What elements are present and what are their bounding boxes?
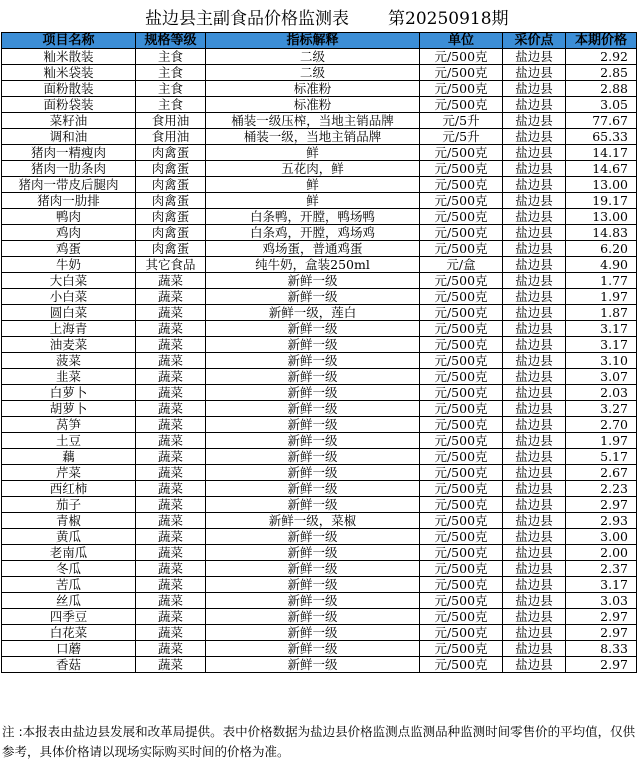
- table-row: [2, 529, 637, 545]
- cell-item-name: 西红柿: [2, 481, 136, 497]
- cell-price-point: 盐边县: [503, 321, 566, 337]
- cell-indicator: 新鲜一级，莲白: [206, 305, 420, 321]
- cell-unit: 元/500克: [420, 225, 503, 241]
- cell-price: 19.17: [566, 193, 637, 209]
- cell-price-point: 盐边县: [503, 209, 566, 225]
- cell-unit: 元/500克: [420, 481, 503, 497]
- cell-price: 5.17: [566, 449, 637, 465]
- header-indicator: 指标解释: [206, 33, 420, 49]
- cell-indicator: 二级: [206, 65, 420, 81]
- cell-unit: 元/500克: [420, 497, 503, 513]
- cell-unit: 元/500克: [420, 49, 503, 65]
- cell-price-point: 盐边县: [503, 657, 566, 673]
- cell-unit: 元/500克: [420, 433, 503, 449]
- table-row: [2, 225, 637, 241]
- table-row: [2, 273, 637, 289]
- table-row: [2, 49, 637, 65]
- cell-indicator: 新鲜一级: [206, 321, 420, 337]
- cell-unit: 元/500克: [420, 193, 503, 209]
- cell-unit: 元/500克: [420, 241, 503, 257]
- cell-unit: 元/盒: [420, 257, 503, 273]
- cell-price: 1.77: [566, 273, 637, 289]
- header-item-name: 项目名称: [2, 33, 136, 49]
- cell-grade: 主食: [136, 65, 206, 81]
- cell-indicator: 纯牛奶，盒装250ml: [206, 257, 420, 273]
- cell-item-name: 胡萝卜: [2, 401, 136, 417]
- cell-price-point: 盐边县: [503, 417, 566, 433]
- table-row: [2, 417, 637, 433]
- cell-item-name: 圆白菜: [2, 305, 136, 321]
- cell-price: 3.17: [566, 577, 637, 593]
- cell-item-name: 香菇: [2, 657, 136, 673]
- cell-grade: 蔬菜: [136, 561, 206, 577]
- cell-grade: 肉禽蛋: [136, 209, 206, 225]
- cell-price-point: 盐边县: [503, 225, 566, 241]
- cell-grade: 蔬菜: [136, 657, 206, 673]
- cell-price: 2.97: [566, 625, 637, 641]
- cell-item-name: 藕: [2, 449, 136, 465]
- cell-price: 14.17: [566, 145, 637, 161]
- table-row: [2, 113, 637, 129]
- cell-indicator: 新鲜一级: [206, 657, 420, 673]
- cell-grade: 其它食品: [136, 257, 206, 273]
- cell-price-point: 盐边县: [503, 145, 566, 161]
- cell-unit: 元/500克: [420, 593, 503, 609]
- cell-price-point: 盐边县: [503, 465, 566, 481]
- cell-item-name: 白萝卜: [2, 385, 136, 401]
- table-title: 盐边县主副食品价格监测表: [145, 9, 349, 29]
- cell-grade: 蔬菜: [136, 609, 206, 625]
- cell-price: 65.33: [566, 129, 637, 145]
- cell-indicator: 新鲜一级: [206, 481, 420, 497]
- cell-indicator: 新鲜一级: [206, 385, 420, 401]
- cell-item-name: 面粉散装: [2, 81, 136, 97]
- cell-price: 2.92: [566, 49, 637, 65]
- table-row: [2, 257, 637, 273]
- table-row: [2, 129, 637, 145]
- cell-grade: 主食: [136, 81, 206, 97]
- cell-price-point: 盐边县: [503, 193, 566, 209]
- cell-price-point: 盐边县: [503, 497, 566, 513]
- cell-indicator: 鲜: [206, 193, 420, 209]
- cell-unit: 元/500克: [420, 65, 503, 81]
- cell-grade: 蔬菜: [136, 433, 206, 449]
- cell-unit: 元/500克: [420, 545, 503, 561]
- cell-indicator: 鲜: [206, 177, 420, 193]
- cell-grade: 主食: [136, 49, 206, 65]
- cell-grade: 蔬菜: [136, 369, 206, 385]
- cell-price: 14.83: [566, 225, 637, 241]
- cell-price: 77.67: [566, 113, 637, 129]
- table-row: [2, 497, 637, 513]
- cell-indicator: 新鲜一级: [206, 609, 420, 625]
- cell-item-name: 猪肉一肋条肉: [2, 161, 136, 177]
- cell-price-point: 盐边县: [503, 65, 566, 81]
- cell-item-name: 鸭肉: [2, 209, 136, 225]
- header-grade: 规格等级: [136, 33, 206, 49]
- table-row: [2, 577, 637, 593]
- cell-grade: 蔬菜: [136, 641, 206, 657]
- cell-price: 3.05: [566, 97, 637, 113]
- table-row: [2, 641, 637, 657]
- cell-grade: 蔬菜: [136, 273, 206, 289]
- cell-price-point: 盐边县: [503, 161, 566, 177]
- cell-indicator: 新鲜一级: [206, 449, 420, 465]
- table-row: [2, 65, 637, 81]
- price-table: [1, 32, 637, 673]
- cell-price-point: 盐边县: [503, 353, 566, 369]
- cell-grade: 主食: [136, 97, 206, 113]
- cell-grade: 肉禽蛋: [136, 145, 206, 161]
- cell-item-name: 芹菜: [2, 465, 136, 481]
- cell-indicator: 标准粉: [206, 97, 420, 113]
- cell-unit: 元/500克: [420, 513, 503, 529]
- cell-grade: 蔬菜: [136, 577, 206, 593]
- cell-item-name: 面粉袋装: [2, 97, 136, 113]
- cell-price: 1.97: [566, 433, 637, 449]
- cell-grade: 蔬菜: [136, 385, 206, 401]
- cell-item-name: 莴笋: [2, 417, 136, 433]
- table-row: [2, 177, 637, 193]
- cell-grade: 蔬菜: [136, 417, 206, 433]
- cell-item-name: 冬瓜: [2, 561, 136, 577]
- cell-item-name: 口蘑: [2, 641, 136, 657]
- cell-price-point: 盐边县: [503, 545, 566, 561]
- cell-unit: 元/500克: [420, 353, 503, 369]
- cell-indicator: 新鲜一级: [206, 401, 420, 417]
- cell-price: 1.97: [566, 289, 637, 305]
- cell-price: 3.03: [566, 593, 637, 609]
- cell-unit: 元/500克: [420, 465, 503, 481]
- cell-item-name: 茄子: [2, 497, 136, 513]
- table-row: [2, 593, 637, 609]
- cell-price: 6.20: [566, 241, 637, 257]
- table-row: [2, 449, 637, 465]
- cell-price-point: 盐边县: [503, 625, 566, 641]
- cell-indicator: 新鲜一级: [206, 545, 420, 561]
- cell-price: 2.85: [566, 65, 637, 81]
- table-row: [2, 209, 637, 225]
- table-row: [2, 321, 637, 337]
- table-row: [2, 385, 637, 401]
- cell-item-name: 黄瓜: [2, 529, 136, 545]
- cell-item-name: 猪肉一精瘦肉: [2, 145, 136, 161]
- cell-unit: 元/500克: [420, 561, 503, 577]
- cell-price: 2.70: [566, 417, 637, 433]
- cell-price: 14.67: [566, 161, 637, 177]
- cell-unit: 元/500克: [420, 289, 503, 305]
- table-row: [2, 305, 637, 321]
- cell-grade: 蔬菜: [136, 449, 206, 465]
- cell-price-point: 盐边县: [503, 49, 566, 65]
- cell-price: 2.67: [566, 465, 637, 481]
- cell-unit: 元/500克: [420, 401, 503, 417]
- cell-indicator: 白条鸭，开膛，鸭场鸭: [206, 209, 420, 225]
- cell-indicator: 鸡场蛋，普通鸡蛋: [206, 241, 420, 257]
- table-row: [2, 609, 637, 625]
- cell-grade: 肉禽蛋: [136, 177, 206, 193]
- cell-grade: 肉禽蛋: [136, 193, 206, 209]
- cell-indicator: 新鲜一级: [206, 577, 420, 593]
- cell-price-point: 盐边县: [503, 289, 566, 305]
- table-row: [2, 145, 637, 161]
- cell-grade: 蔬菜: [136, 305, 206, 321]
- cell-indicator: 桶装一级，当地主销品牌: [206, 129, 420, 145]
- cell-price: 3.10: [566, 353, 637, 369]
- cell-price: 3.07: [566, 369, 637, 385]
- cell-grade: 蔬菜: [136, 593, 206, 609]
- page-title: [0, 6, 641, 32]
- cell-price-point: 盐边县: [503, 577, 566, 593]
- table-row: [2, 545, 637, 561]
- table-row: [2, 369, 637, 385]
- cell-grade: 肉禽蛋: [136, 161, 206, 177]
- cell-price: 8.33: [566, 641, 637, 657]
- cell-item-name: 白花菜: [2, 625, 136, 641]
- table-row: [2, 353, 637, 369]
- cell-grade: 蔬菜: [136, 481, 206, 497]
- table-body: [2, 49, 637, 673]
- cell-indicator: 新鲜一级: [206, 529, 420, 545]
- cell-price-point: 盐边县: [503, 241, 566, 257]
- cell-unit: 元/500克: [420, 81, 503, 97]
- cell-indicator: 标准粉: [206, 81, 420, 97]
- cell-unit: 元/500克: [420, 657, 503, 673]
- cell-price: 2.88: [566, 81, 637, 97]
- cell-indicator: 新鲜一级: [206, 497, 420, 513]
- cell-indicator: 鲜: [206, 145, 420, 161]
- cell-price-point: 盐边县: [503, 129, 566, 145]
- table-row: [2, 625, 637, 641]
- cell-item-name: 小白菜: [2, 289, 136, 305]
- cell-item-name: 牛奶: [2, 257, 136, 273]
- cell-item-name: 韭菜: [2, 369, 136, 385]
- cell-item-name: 鸡肉: [2, 225, 136, 241]
- cell-item-name: 猪肉一带皮后腿肉: [2, 177, 136, 193]
- cell-price-point: 盐边县: [503, 449, 566, 465]
- cell-price-point: 盐边县: [503, 593, 566, 609]
- cell-grade: 肉禽蛋: [136, 225, 206, 241]
- table-row: [2, 241, 637, 257]
- cell-price-point: 盐边县: [503, 529, 566, 545]
- cell-indicator: 新鲜一级，菜椒: [206, 513, 420, 529]
- cell-indicator: 五花肉，鲜: [206, 161, 420, 177]
- cell-price-point: 盐边县: [503, 433, 566, 449]
- cell-grade: 蔬菜: [136, 545, 206, 561]
- cell-item-name: 猪肉一肋排: [2, 193, 136, 209]
- cell-price-point: 盐边县: [503, 369, 566, 385]
- cell-indicator: 新鲜一级: [206, 353, 420, 369]
- table-header-row: [2, 33, 637, 49]
- cell-grade: 肉禽蛋: [136, 241, 206, 257]
- cell-price: 1.87: [566, 305, 637, 321]
- issue-number: 第20250918期: [388, 9, 509, 29]
- cell-indicator: 新鲜一级: [206, 593, 420, 609]
- cell-price: 2.97: [566, 609, 637, 625]
- cell-grade: 蔬菜: [136, 529, 206, 545]
- cell-unit: 元/500克: [420, 177, 503, 193]
- cell-price: 2.23: [566, 481, 637, 497]
- cell-price-point: 盐边县: [503, 273, 566, 289]
- cell-price-point: 盐边县: [503, 337, 566, 353]
- cell-price: 2.97: [566, 657, 637, 673]
- cell-unit: 元/500克: [420, 449, 503, 465]
- cell-price-point: 盐边县: [503, 561, 566, 577]
- cell-item-name: 籼米袋装: [2, 65, 136, 81]
- cell-indicator: 新鲜一级: [206, 417, 420, 433]
- cell-grade: 蔬菜: [136, 497, 206, 513]
- cell-price-point: 盐边县: [503, 513, 566, 529]
- cell-item-name: 菜籽油: [2, 113, 136, 129]
- cell-unit: 元/500克: [420, 369, 503, 385]
- cell-price: 2.93: [566, 513, 637, 529]
- table-row: [2, 97, 637, 113]
- cell-indicator: 新鲜一级: [206, 273, 420, 289]
- cell-unit: 元/500克: [420, 321, 503, 337]
- cell-grade: 蔬菜: [136, 465, 206, 481]
- cell-price-point: 盐边县: [503, 401, 566, 417]
- cell-item-name: 上海青: [2, 321, 136, 337]
- cell-price-point: 盐边县: [503, 257, 566, 273]
- cell-price-point: 盐边县: [503, 97, 566, 113]
- cell-unit: 元/5升: [420, 113, 503, 129]
- cell-price: 2.00: [566, 545, 637, 561]
- cell-unit: 元/500克: [420, 625, 503, 641]
- cell-unit: 元/500克: [420, 305, 503, 321]
- cell-indicator: 二级: [206, 49, 420, 65]
- cell-price: 2.03: [566, 385, 637, 401]
- cell-item-name: 土豆: [2, 433, 136, 449]
- header-unit: 单位: [420, 33, 503, 49]
- header-current-price: 本期价格: [566, 33, 637, 49]
- cell-price-point: 盐边县: [503, 81, 566, 97]
- cell-item-name: 油麦菜: [2, 337, 136, 353]
- cell-grade: 蔬菜: [136, 401, 206, 417]
- cell-price-point: 盐边县: [503, 305, 566, 321]
- cell-indicator: 新鲜一级: [206, 465, 420, 481]
- cell-item-name: 籼米散装: [2, 49, 136, 65]
- cell-indicator: 新鲜一级: [206, 561, 420, 577]
- table-row: [2, 481, 637, 497]
- footnote: 注 :本报表由盐边县发展和改革局提供。表中价格数据为盐边县价格监测点监测品种监测时间零售价的平均值，仅供参考，具体价格请以现场实际购买时间的价格为准。: [2, 724, 636, 759]
- cell-unit: 元/500克: [420, 161, 503, 177]
- table-row: [2, 161, 637, 177]
- cell-price: 3.17: [566, 337, 637, 353]
- table-row: [2, 561, 637, 577]
- cell-price-point: 盐边县: [503, 641, 566, 657]
- cell-price: 4.90: [566, 257, 637, 273]
- cell-item-name: 调和油: [2, 129, 136, 145]
- cell-grade: 蔬菜: [136, 289, 206, 305]
- cell-item-name: 菠菜: [2, 353, 136, 369]
- cell-grade: 食用油: [136, 129, 206, 145]
- header-price-point: 采价点: [503, 33, 566, 49]
- cell-price: 2.97: [566, 497, 637, 513]
- cell-indicator: 新鲜一级: [206, 641, 420, 657]
- table-row: [2, 513, 637, 529]
- table-row: [2, 289, 637, 305]
- cell-grade: 蔬菜: [136, 353, 206, 369]
- cell-item-name: 老南瓜: [2, 545, 136, 561]
- cell-item-name: 丝瓜: [2, 593, 136, 609]
- table-row: [2, 81, 637, 97]
- cell-price: 2.37: [566, 561, 637, 577]
- table-row: [2, 657, 637, 673]
- cell-item-name: 大白菜: [2, 273, 136, 289]
- cell-indicator: 新鲜一级: [206, 433, 420, 449]
- cell-unit: 元/5升: [420, 129, 503, 145]
- cell-indicator: 新鲜一级: [206, 369, 420, 385]
- cell-grade: 蔬菜: [136, 337, 206, 353]
- cell-unit: 元/500克: [420, 577, 503, 593]
- table-row: [2, 465, 637, 481]
- cell-item-name: 苦瓜: [2, 577, 136, 593]
- cell-price-point: 盐边县: [503, 177, 566, 193]
- cell-item-name: 青椒: [2, 513, 136, 529]
- table-row: [2, 193, 637, 209]
- table-row: [2, 337, 637, 353]
- cell-grade: 食用油: [136, 113, 206, 129]
- cell-grade: 蔬菜: [136, 513, 206, 529]
- cell-indicator: 新鲜一级: [206, 289, 420, 305]
- cell-indicator: 新鲜一级: [206, 337, 420, 353]
- cell-unit: 元/500克: [420, 273, 503, 289]
- table-row: [2, 401, 637, 417]
- cell-price: 3.00: [566, 529, 637, 545]
- cell-price: 13.00: [566, 209, 637, 225]
- cell-unit: 元/500克: [420, 337, 503, 353]
- cell-price-point: 盐边县: [503, 385, 566, 401]
- cell-unit: 元/500克: [420, 641, 503, 657]
- cell-unit: 元/500克: [420, 209, 503, 225]
- cell-price: 3.27: [566, 401, 637, 417]
- cell-price: 3.17: [566, 321, 637, 337]
- table-row: [2, 433, 637, 449]
- cell-item-name: 鸡蛋: [2, 241, 136, 257]
- cell-unit: 元/500克: [420, 97, 503, 113]
- cell-indicator: 白条鸡，开膛，鸡场鸡: [206, 225, 420, 241]
- cell-price: 13.00: [566, 177, 637, 193]
- cell-unit: 元/500克: [420, 385, 503, 401]
- cell-price-point: 盐边县: [503, 481, 566, 497]
- cell-unit: 元/500克: [420, 417, 503, 433]
- cell-price-point: 盐边县: [503, 609, 566, 625]
- cell-indicator: 桶装一级压榨，当地主销品牌: [206, 113, 420, 129]
- cell-unit: 元/500克: [420, 529, 503, 545]
- cell-item-name: 四季豆: [2, 609, 136, 625]
- cell-grade: 蔬菜: [136, 321, 206, 337]
- cell-indicator: 新鲜一级: [206, 625, 420, 641]
- cell-grade: 蔬菜: [136, 625, 206, 641]
- cell-unit: 元/500克: [420, 145, 503, 161]
- cell-unit: 元/500克: [420, 609, 503, 625]
- cell-price-point: 盐边县: [503, 113, 566, 129]
